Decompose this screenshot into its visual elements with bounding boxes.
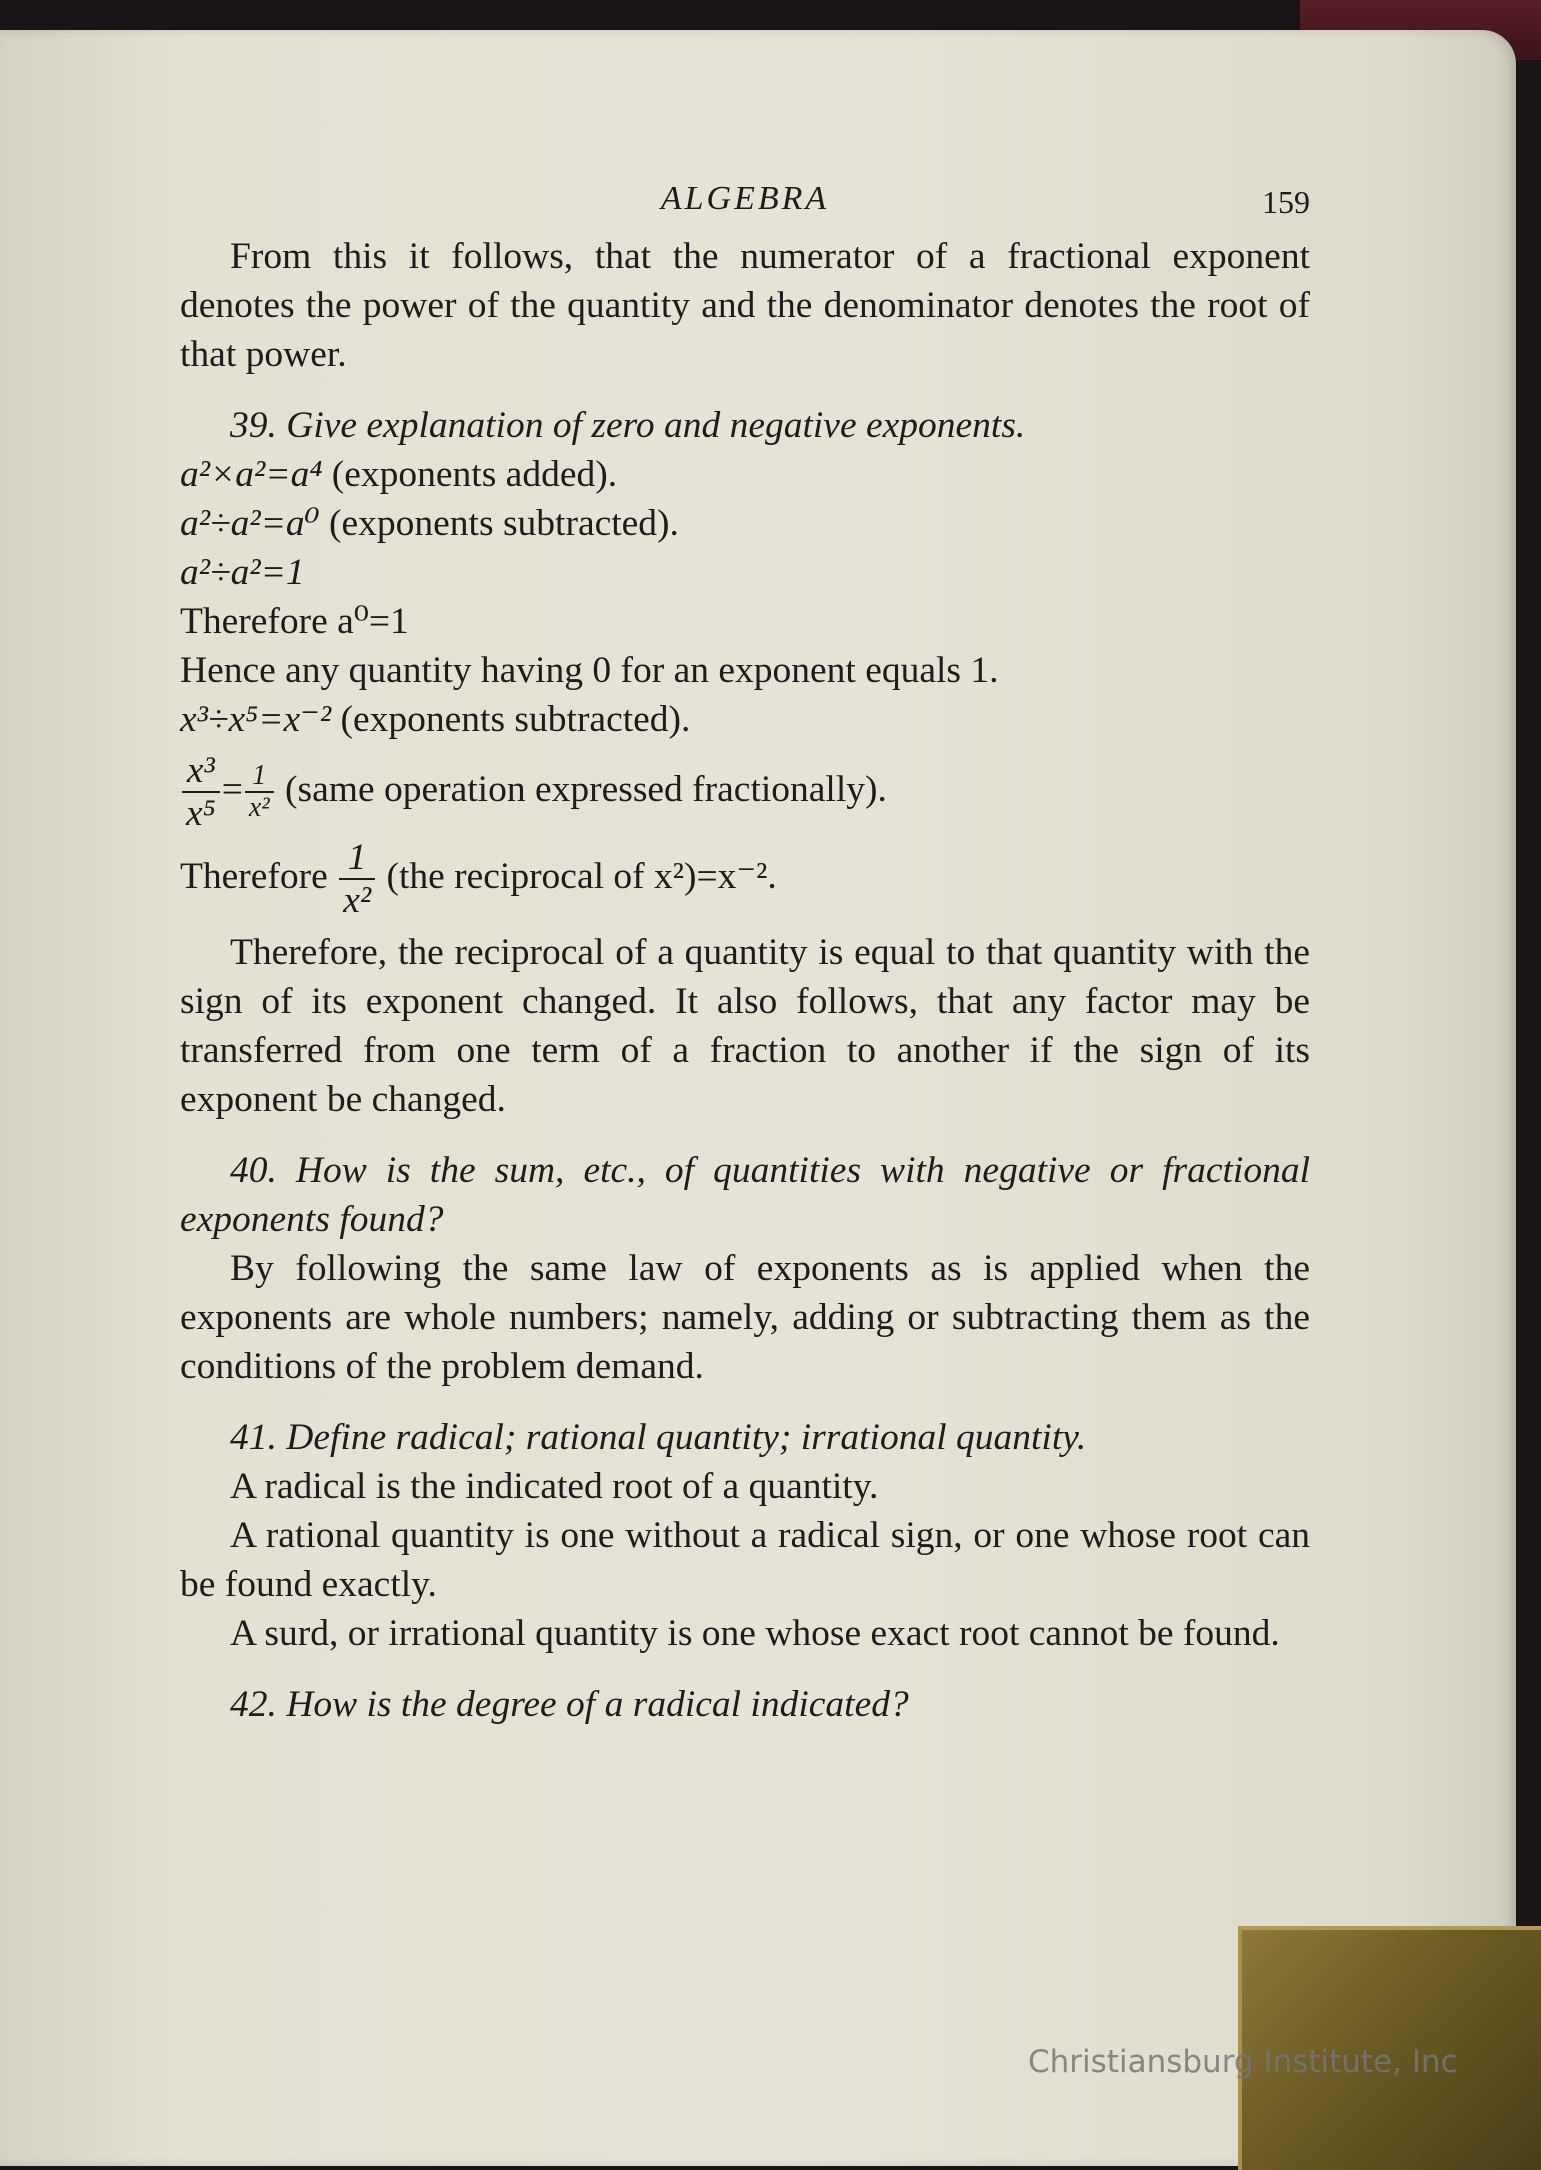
math-prefix: Therefore	[180, 856, 328, 897]
math-line-5: Hence any quantity having 0 for an exponent equals 1.	[180, 650, 999, 691]
fraction	[245, 761, 274, 825]
fraction	[182, 750, 220, 835]
math-line-6	[180, 695, 1310, 744]
fraction-denominator: x²	[248, 792, 270, 824]
math-suffix: (the reciprocal of x²)=x⁻².	[386, 856, 777, 897]
question-41: 41. Define radical; rational quantity; irrational quantity.	[230, 1417, 1087, 1458]
paragraph-law-of-exponents: By following the same law of exponents as is applied when the exponents are whole numbers; namely, adding or subtracting them as the conditions of the problem demand.	[180, 1248, 1310, 1387]
question-42: 42. How is the degree of a radical indicated?	[230, 1684, 909, 1725]
math-line-8	[180, 836, 1310, 922]
paragraph-numerator-denominator: From this it follows, that the numerator of a fractional exponent denotes the power of the quantity and the denominator denotes the root of that power.	[180, 236, 1310, 375]
paragraph-reciprocal: Therefore, the reciprocal of a quantity is equal to that quantity with the sign of its exponent changed. It also follows, that any factor may be transferred from one term of a fraction to another if the sign of its exponent be changed.	[180, 932, 1310, 1120]
math-note: (exponents added).	[331, 454, 618, 495]
fraction-numerator: 1	[339, 837, 375, 880]
fraction-numerator: x³	[182, 750, 220, 793]
math-note: (exponents subtracted).	[329, 503, 679, 544]
math-line-1	[180, 450, 1310, 499]
math-note: (same operation expressed fractionally).	[285, 769, 887, 810]
page-number: 159	[1262, 184, 1310, 220]
math-line-7: $\frac{\text{x³}}{\text{x⁵}}$ = $\frac{1}{\text{x²}}$ (same operation expressed fractionally).	[180, 744, 1310, 836]
math-expression: a²×a²=a⁴	[180, 454, 323, 495]
question-40: 40. How is the sum, etc., of quantities with negative or fractional exponents found?	[180, 1150, 1310, 1240]
fraction-numerator: 1	[245, 761, 274, 794]
running-title: ALGEBRA	[660, 180, 830, 217]
math-expression: x³÷x⁵=x⁻²	[180, 699, 332, 740]
math-expression: a²÷a²=1	[180, 552, 305, 593]
math-line-4: Therefore a⁰=1	[180, 601, 409, 642]
question-39: 39. Give explanation of zero and negative exponents.	[230, 405, 1026, 446]
fraction	[339, 837, 375, 922]
math-expression: a²÷a²=a⁰	[180, 503, 320, 544]
math-line-2	[180, 499, 1310, 548]
fraction-denominator: x²	[343, 880, 372, 922]
paragraph-rational-definition: A rational quantity is one without a radical sign, or one whose root can be found exactly.	[180, 1515, 1310, 1605]
paragraph-surd-definition: A surd, or irrational quantity is one whose exact root cannot be found.	[230, 1613, 1280, 1654]
page-text	[180, 232, 1310, 1729]
math-line-3	[180, 548, 1310, 597]
watermark: Christiansburg Institute, Inc	[1028, 2044, 1458, 2080]
math-note: (exponents subtracted).	[340, 699, 691, 740]
paragraph-radical-definition: A radical is the indicated root of a quantity.	[230, 1466, 879, 1507]
fraction-denominator: x⁵	[186, 793, 216, 835]
page-header	[180, 180, 1310, 230]
